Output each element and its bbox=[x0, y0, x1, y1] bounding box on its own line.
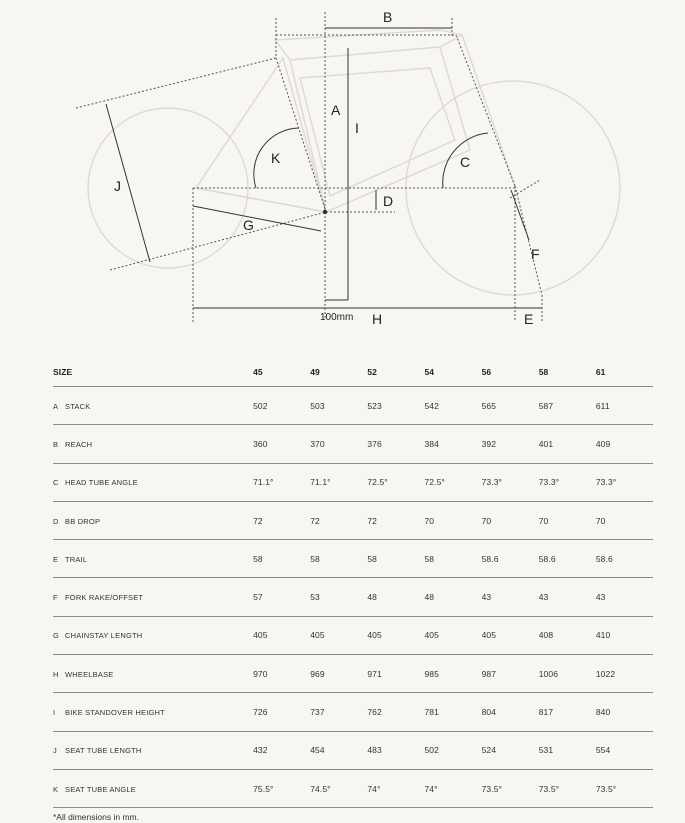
value-cell: 71.1° bbox=[310, 463, 367, 501]
measure-letter: D bbox=[53, 516, 59, 526]
value-cell: 392 bbox=[482, 425, 539, 463]
value-cell: 70 bbox=[596, 501, 653, 539]
measure-label-cell bbox=[53, 693, 253, 731]
value-cell: 73.5° bbox=[482, 769, 539, 807]
value-cell: 432 bbox=[253, 731, 310, 769]
measure-label-cell bbox=[53, 501, 253, 539]
table-row bbox=[53, 769, 653, 807]
value-cell: 43 bbox=[539, 578, 596, 616]
measure-letter: F bbox=[53, 593, 58, 603]
size-header-52: 52 bbox=[367, 358, 424, 387]
size-header-58: 58 bbox=[539, 358, 596, 387]
value-cell: 817 bbox=[539, 693, 596, 731]
measure-label-cell bbox=[53, 425, 253, 463]
value-cell: 58 bbox=[253, 540, 310, 578]
value-cell: 781 bbox=[424, 693, 481, 731]
value-cell: 503 bbox=[310, 387, 367, 425]
value-cell: 72.5° bbox=[424, 463, 481, 501]
value-cell: 554 bbox=[596, 731, 653, 769]
measure-label-cell bbox=[53, 540, 253, 578]
value-cell: 71.1° bbox=[253, 463, 310, 501]
value-cell: 70 bbox=[482, 501, 539, 539]
value-cell: 502 bbox=[253, 387, 310, 425]
measure-name: SEAT TUBE LENGTH bbox=[65, 746, 142, 756]
bottom-bracket-point bbox=[323, 210, 327, 214]
value-cell: 1022 bbox=[596, 655, 653, 693]
label-E: E bbox=[524, 311, 534, 327]
rear-wheel bbox=[88, 108, 248, 268]
table-row bbox=[53, 731, 653, 769]
value-cell: 43 bbox=[482, 578, 539, 616]
value-cell: 72 bbox=[253, 501, 310, 539]
value-cell: 53 bbox=[310, 578, 367, 616]
label-J: J bbox=[114, 178, 121, 194]
value-cell: 58 bbox=[424, 540, 481, 578]
value-cell: 502 bbox=[424, 731, 481, 769]
value-cell: 48 bbox=[424, 578, 481, 616]
value-cell: 611 bbox=[596, 387, 653, 425]
value-cell: 987 bbox=[482, 655, 539, 693]
value-cell: 72.5° bbox=[367, 463, 424, 501]
measure-letter: J bbox=[53, 746, 57, 756]
dimension-lines bbox=[106, 28, 542, 308]
value-cell: 969 bbox=[310, 655, 367, 693]
table-row bbox=[53, 578, 653, 616]
measure-letter: I bbox=[53, 708, 56, 718]
table-row bbox=[53, 501, 653, 539]
value-cell: 74.5° bbox=[310, 769, 367, 807]
value-cell: 43 bbox=[596, 578, 653, 616]
table-row bbox=[53, 655, 653, 693]
label-B: B bbox=[383, 9, 393, 25]
value-cell: 405 bbox=[253, 616, 310, 654]
value-cell: 75.5° bbox=[253, 769, 310, 807]
label-I: I bbox=[355, 120, 359, 136]
measure-label-cell bbox=[53, 616, 253, 654]
measure-label-cell bbox=[53, 769, 253, 807]
value-cell: 73.5° bbox=[596, 769, 653, 807]
measure-name: FORK RAKE/OFFSET bbox=[65, 593, 144, 603]
measure-name: REACH bbox=[65, 439, 93, 449]
size-header-56: 56 bbox=[482, 358, 539, 387]
label-A: A bbox=[331, 102, 341, 118]
size-header-61: 61 bbox=[596, 358, 653, 387]
label-K: K bbox=[271, 150, 281, 166]
value-cell: 74° bbox=[424, 769, 481, 807]
measure-name: STACK bbox=[65, 401, 91, 411]
value-cell: 531 bbox=[539, 731, 596, 769]
value-cell: 762 bbox=[367, 693, 424, 731]
value-cell: 524 bbox=[482, 731, 539, 769]
value-cell: 70 bbox=[424, 501, 481, 539]
measure-label-cell bbox=[53, 387, 253, 425]
measure-name: WHEELBASE bbox=[65, 669, 114, 679]
value-cell: 409 bbox=[596, 425, 653, 463]
label-F: F bbox=[531, 246, 540, 262]
value-cell: 58 bbox=[367, 540, 424, 578]
geometry-table bbox=[53, 358, 653, 808]
bb-offset-label: 100mm bbox=[320, 312, 354, 323]
table-row bbox=[53, 425, 653, 463]
measure-name: HEAD TUBE ANGLE bbox=[65, 478, 138, 488]
value-cell: 72 bbox=[367, 501, 424, 539]
label-G: G bbox=[243, 217, 254, 233]
value-cell: 405 bbox=[367, 616, 424, 654]
bike-geometry-diagram bbox=[0, 0, 685, 340]
value-cell: 587 bbox=[539, 387, 596, 425]
value-cell: 58 bbox=[310, 540, 367, 578]
value-cell: 726 bbox=[253, 693, 310, 731]
value-cell: 58.6 bbox=[539, 540, 596, 578]
value-cell: 58.6 bbox=[596, 540, 653, 578]
value-cell: 565 bbox=[482, 387, 539, 425]
measure-name: SEAT TUBE ANGLE bbox=[65, 784, 136, 794]
value-cell: 376 bbox=[367, 425, 424, 463]
value-cell: 405 bbox=[310, 616, 367, 654]
value-cell: 384 bbox=[424, 425, 481, 463]
value-cell: 971 bbox=[367, 655, 424, 693]
value-cell: 73.5° bbox=[539, 769, 596, 807]
value-cell: 405 bbox=[424, 616, 481, 654]
size-header: SIZE bbox=[53, 358, 253, 387]
measure-letter: C bbox=[53, 478, 59, 488]
table-row bbox=[53, 387, 653, 425]
size-header-45: 45 bbox=[253, 358, 310, 387]
label-H: H bbox=[372, 311, 383, 327]
value-cell: 737 bbox=[310, 693, 367, 731]
size-header-49: 49 bbox=[310, 358, 367, 387]
value-cell: 410 bbox=[596, 616, 653, 654]
measure-label-cell bbox=[53, 731, 253, 769]
value-cell: 72 bbox=[310, 501, 367, 539]
measure-letter: H bbox=[53, 669, 59, 679]
measure-name: BIKE STANDOVER HEIGHT bbox=[65, 708, 165, 718]
measure-letter: B bbox=[53, 439, 59, 449]
value-cell: 401 bbox=[539, 425, 596, 463]
value-cell: 454 bbox=[310, 731, 367, 769]
value-cell: 73.3° bbox=[596, 463, 653, 501]
value-cell: 73.3° bbox=[482, 463, 539, 501]
value-cell: 74° bbox=[367, 769, 424, 807]
value-cell: 483 bbox=[367, 731, 424, 769]
measure-name: CHAINSTAY LENGTH bbox=[65, 631, 143, 641]
measure-letter: G bbox=[53, 631, 59, 641]
size-header-54: 54 bbox=[424, 358, 481, 387]
value-cell: 57 bbox=[253, 578, 310, 616]
value-cell: 370 bbox=[310, 425, 367, 463]
value-cell: 1006 bbox=[539, 655, 596, 693]
table-body bbox=[53, 387, 653, 808]
value-cell: 804 bbox=[482, 693, 539, 731]
table-row bbox=[53, 693, 653, 731]
value-cell: 985 bbox=[424, 655, 481, 693]
table-row bbox=[53, 463, 653, 501]
value-cell: 542 bbox=[424, 387, 481, 425]
measure-name: TRAIL bbox=[65, 554, 88, 564]
measure-letter: E bbox=[53, 554, 59, 564]
value-cell: 360 bbox=[253, 425, 310, 463]
value-cell: 405 bbox=[482, 616, 539, 654]
value-cell: 48 bbox=[367, 578, 424, 616]
table-row bbox=[53, 540, 653, 578]
footnote: *All dimensions in mm. bbox=[53, 812, 139, 822]
measure-letter: K bbox=[53, 784, 59, 794]
measure-name: BB DROP bbox=[65, 516, 101, 526]
value-cell: 840 bbox=[596, 693, 653, 731]
table-header-row bbox=[53, 358, 653, 387]
measure-letter: A bbox=[53, 401, 59, 411]
value-cell: 970 bbox=[253, 655, 310, 693]
measure-label-cell bbox=[53, 578, 253, 616]
label-D: D bbox=[383, 193, 394, 209]
value-cell: 73.3° bbox=[539, 463, 596, 501]
value-cell: 523 bbox=[367, 387, 424, 425]
value-cell: 70 bbox=[539, 501, 596, 539]
measure-label-cell bbox=[53, 655, 253, 693]
measure-label-cell bbox=[53, 463, 253, 501]
value-cell: 408 bbox=[539, 616, 596, 654]
value-cell: 58.6 bbox=[482, 540, 539, 578]
table-row bbox=[53, 616, 653, 654]
label-C: C bbox=[460, 154, 471, 170]
